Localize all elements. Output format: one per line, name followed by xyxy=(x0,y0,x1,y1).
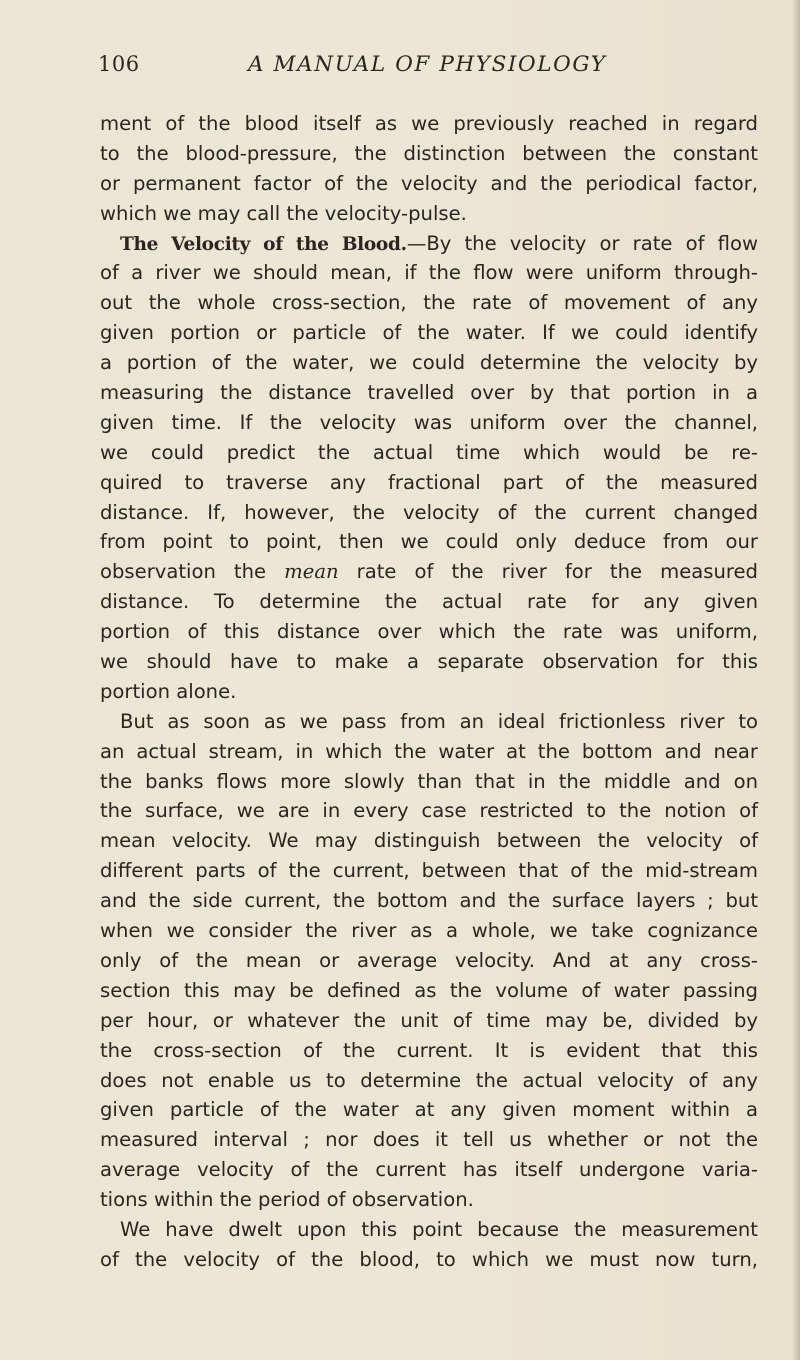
text-line: section this may be defined as the volume of water passing xyxy=(100,978,758,1002)
text-line: the banks flows more slowly than that in the middle and on xyxy=(100,769,758,793)
text-line: measured interval ; nor does it tell us whether or not the xyxy=(100,1128,758,1152)
text-line: only of the mean or average velocity. And at any cross- xyxy=(100,948,758,972)
text-line: does not enable us to determine the actual velocity of any xyxy=(100,1068,758,1092)
section-heading-line xyxy=(100,229,758,259)
text-line: distance. To determine the actual rate for any given xyxy=(100,590,758,614)
text-line: measuring the distance travelled over by that portion in a xyxy=(100,381,758,405)
text-run: —By the velocity or rate of flow xyxy=(406,231,758,255)
text-line: of the velocity of the blood, to which we must now turn, xyxy=(100,1247,758,1271)
text-line: portion of this distance over which the rate was uniform, xyxy=(100,620,758,644)
text-line: to the blood-pressure, the distinction between the constant xyxy=(100,141,758,165)
text-line: and the side current, the bottom and the surface layers ; but xyxy=(100,889,758,913)
text-line: given time. If the velocity was uniform over the channel, xyxy=(100,410,758,434)
page-number: 106 xyxy=(98,52,140,76)
text-line: portion alone. xyxy=(100,679,237,703)
running-title: A MANUAL OF PHYSIOLOGY xyxy=(248,52,607,77)
text-line: out the whole cross-section, the rate of movement of any xyxy=(100,291,758,315)
text-line: quired to traverse any fractional part of the measured xyxy=(100,470,758,494)
text-line: from point to point, then we could only deduce from our xyxy=(100,530,758,554)
section-heading: The Velocity of the Blood. xyxy=(120,233,407,255)
page-header xyxy=(98,52,708,86)
text-line: given portion or particle of the water. If we could identify xyxy=(100,321,758,345)
text-line: But as soon as we pass from an ideal frictionless river to xyxy=(120,709,758,733)
text-run: rate of the river for the measured xyxy=(338,560,758,584)
body-text xyxy=(100,109,758,1275)
text-line-with-emphasis xyxy=(100,557,758,587)
text-run: observation the xyxy=(100,560,285,584)
text-line: different parts of the current, between that of the mid-stream xyxy=(100,859,758,883)
text-line: We have dwelt upon this point because the measurement xyxy=(120,1217,758,1241)
text-line: ment of the blood itself as we previously reached in regard xyxy=(100,112,758,135)
text-line: of a river we should mean, if the flow were uniform through- xyxy=(100,261,758,285)
text-line: the cross-section of the current. It is evident that this xyxy=(100,1038,758,1062)
page-edge-shadow xyxy=(792,0,800,1360)
text-line: which we may call the velocity-pulse. xyxy=(100,201,467,225)
text-line: a portion of the water, we could determine the velocity by xyxy=(100,351,758,375)
text-line: given particle of the water at any given moment within a xyxy=(100,1098,758,1122)
text-line: distance. If, however, the velocity of the current changed xyxy=(100,500,758,524)
text-line: when we consider the river as a whole, we take cognizance xyxy=(100,919,758,943)
text-line: or permanent factor of the velocity and the periodical factor, xyxy=(100,171,758,195)
text-line: mean velocity. We may distinguish between the velocity of xyxy=(100,829,758,853)
text-line: we should have to make a separate observation for this xyxy=(100,650,758,674)
emphasis-mean: mean xyxy=(284,560,339,584)
text-line: average velocity of the current has itself undergone varia- xyxy=(100,1158,758,1182)
text-line: the surface, we are in every case restricted to the notion of xyxy=(100,799,758,823)
text-line: per hour, or whatever the unit of time may be, divided by xyxy=(100,1008,758,1032)
text-line: tions within the period of observation. xyxy=(100,1188,474,1212)
text-line: we could predict the actual time which would be re- xyxy=(100,440,758,464)
text-line: an actual stream, in which the water at the bottom and near xyxy=(100,739,758,763)
